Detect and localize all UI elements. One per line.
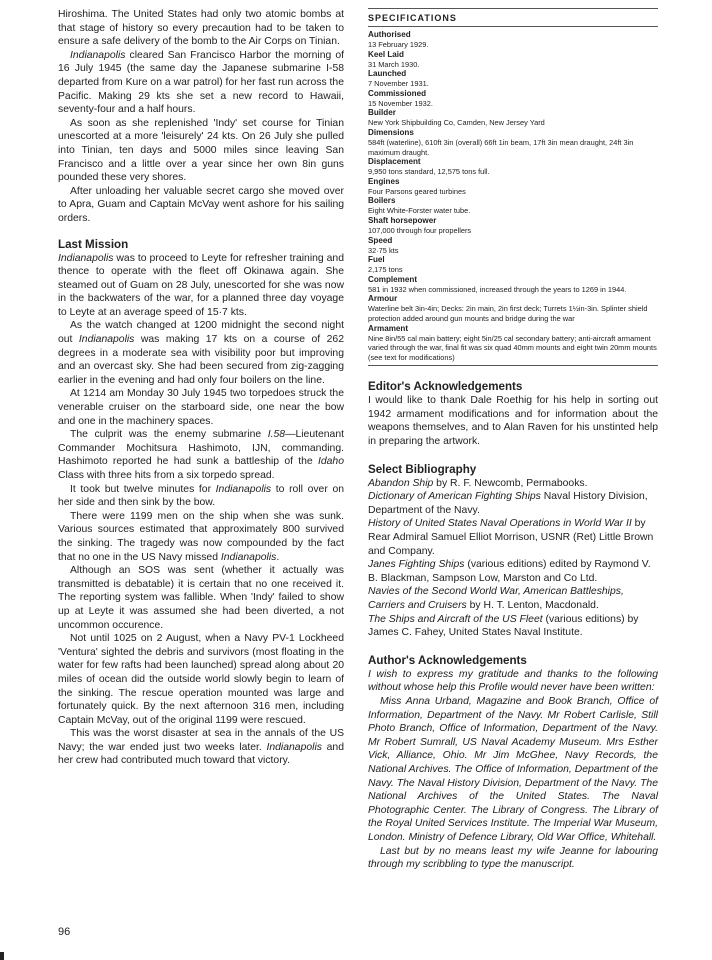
spec-value: New York Shipbuilding Co, Camden, New Jersey Yard — [368, 118, 545, 128]
spec-item — [368, 89, 658, 109]
bibliography-entry — [368, 585, 658, 612]
spec-label: Keel Laid — [368, 49, 404, 59]
spec-value: 2,175 tons — [368, 265, 403, 275]
section-heading-editors: Editor's Acknowledgements — [368, 380, 523, 394]
spec-label: Complement — [368, 274, 418, 284]
body-paragraph: At 1214 am Monday 30 July 1945 two torpedoes struck the venerable cruiser on the starboard side, one near the bow and one in the machinery spaces. — [58, 388, 344, 427]
bibliography-title: Dictionary of American Fighting Ships — [368, 491, 541, 503]
body-paragraph: Not until 1025 on 2 August, when a Navy PV-1 Lockheed 'Ventura' sighted the debris and survivors (most floating in the water for few rafts had been launched) spread along about 20 miles of ocean did the outside world slowly begin to learn of the sinking. The rescue operation mounted was large and fortunately quick. By the next afternoon 316 men, including Captain McVay, out of the original 1199 were rescued. — [58, 633, 344, 726]
spec-label: Commissioned — [368, 88, 427, 98]
spec-value: Waterline belt 3in-4in; Decks: 2in main, 2in first deck; Turrets 1½in-3in. Splinter shield protection added around gun mounts and bridge during the war — [368, 304, 648, 323]
spec-item — [368, 128, 658, 157]
section-heading-bibliography: Select Bibliography — [368, 462, 477, 476]
spec-item — [368, 157, 658, 177]
body-paragraph: It took but twelve minutes for Indianapolis to roll over on her side and then sink by the bow. — [58, 483, 344, 509]
ship-name: Indianapolis — [70, 49, 126, 61]
bibliography-entry — [368, 517, 658, 558]
bibliography-entry — [368, 477, 658, 491]
bibliography-entry — [368, 490, 658, 517]
bibliography-details: by H. T. Lenton, Macdonald. — [466, 600, 599, 611]
spec-label: Engines — [368, 176, 400, 186]
authors-intro: I wish to express my gratitude and thanks to the following without whose help this Profile would never have been written: — [368, 668, 658, 694]
bibliography-title: Abandon Ship — [368, 477, 434, 489]
bibliography-title: The Ships and Aircraft of the US Fleet — [368, 613, 543, 625]
bibliography-list — [368, 477, 658, 640]
spec-value: 13 February 1929. — [368, 40, 429, 49]
spec-label: Speed — [368, 235, 393, 245]
spec-item — [368, 196, 658, 216]
bibliography-title: Janes Fighting Ships — [368, 559, 465, 571]
spec-label: Displacement — [368, 157, 421, 167]
spec-item — [368, 324, 658, 363]
body-paragraph: Indianapolis was to proceed to Leyte for refresher training and thence to operate with the fleet off Okinawa again. She steamed out of Guam on 28 July, unescorted for she was now in the backwaters of the war, for a planned three day voyage to Leyte at an average speed of 15·7 kts. — [58, 252, 344, 318]
spec-value: Eight White-Forster water tube. — [368, 206, 471, 216]
bibliography-details: (various editions) edited by Raymond V. B. Blackman, Sampson Low, Marston and Co Ltd. — [368, 559, 651, 584]
editors-acknowledgements — [368, 380, 658, 448]
spec-label: Fuel — [368, 255, 385, 265]
page-number: 96 — [58, 926, 71, 938]
spec-item — [368, 30, 658, 50]
bibliography-details: Naval History Division, Department of the Navy. — [368, 491, 648, 516]
bibliography-title: Navies of the Second World War, American Battleships, Carriers and Cruisers — [368, 586, 624, 611]
spec-value: 107,000 through four propellers — [368, 225, 472, 235]
bibliography-details: by Rear Admiral Samuel Elliot Morrison, USNR (Ret) Little Brown and Company. — [368, 518, 654, 557]
spec-label: Shaft horsepower — [368, 215, 437, 225]
spec-item — [368, 255, 658, 275]
bibliography-details: by R. F. Newcomb, Permabooks. — [433, 477, 588, 489]
authors-acknowledgements — [368, 654, 658, 872]
spec-value: 32·75 kts — [368, 245, 399, 255]
spec-label: Authorised — [368, 30, 411, 39]
body-paragraph: As soon as she replenished 'Indy' set course for Tinian unescorted at a more 'leisurely' 24 kts. On 26 July she pulled into Tinian, ten days and 5000 miles since leaving San Francisco and a little over a year since her own 8in guns pounded these very shores. — [58, 117, 344, 184]
body-paragraph: Indianapolis cleared San Francisco Harbor the morning of 16 July 1945 (the same day the Japanese submarine I-58 departed from Kure on a war patrol) for her fast run across the Pacific. Making 29 kts she set a new record to Hawaii, seventy-four and a half hours. — [58, 49, 344, 116]
spec-label: Boilers — [368, 196, 396, 206]
spec-item — [368, 294, 658, 323]
spec-item — [368, 50, 658, 70]
body-paragraph: Although an SOS was sent (whether it actually was transmitted is debatable) it is certain that no one received it. The reporting system was fallible. When 'Indy' failed to show up at Leyte it was assumed she had been diverted, a not uncommon occurence. — [58, 565, 344, 631]
bibliography-entry — [368, 613, 658, 640]
bibliography-entry — [368, 558, 658, 585]
specifications-list — [368, 30, 658, 362]
specifications-title: SPECIFICATIONS — [368, 10, 658, 27]
spec-value: 581 in 1932 when commissioned, increased through the years to 1269 in 1944. — [368, 284, 627, 294]
spec-value: 584ft (waterline), 610ft 3in (overall) 66ft 1in beam, 17ft 3in mean draught, 24ft 3in maximum draught. — [368, 137, 634, 157]
body-paragraph: There were 1199 men on the ship when she was sunk. Various sources estimated that approximately 800 survived the sinking. The tragedy was now compounded by the fact that no one in the US Navy missed Indianapolis. — [58, 510, 344, 563]
bibliography-details: (various editions) by James C. Fahey, United States Naval Institute. — [368, 613, 639, 639]
spec-label: Builder — [368, 108, 396, 118]
section-heading-authors: Author's Acknowledgements — [368, 653, 527, 667]
spec-value: 31 March 1930. — [368, 59, 420, 69]
spec-item — [368, 108, 658, 128]
spec-value: 15 November 1932. — [368, 98, 433, 108]
body-paragraph: As the watch changed at 1200 midnight the second night out Indianapolis was making 17 kts on a course of 262 degrees in a moderate sea with visibility poor but improving and an overcast sky. She had been secured from zig-zagging earlier in the evening and had only four boilers on the line. — [58, 320, 344, 386]
spec-item — [368, 177, 658, 197]
section-heading-last-mission: Last Mission — [58, 237, 129, 251]
right-column — [368, 8, 658, 872]
spec-value: 9,950 tons standard, 12,575 tons full. — [368, 167, 490, 177]
authors-closing: Last but by no means least my wife Jeanne for labouring through my scribbling to type the manuscript. — [368, 845, 658, 871]
spec-value: Nine 8in/55 cal main battery; eight 5in/25 cal secondary battery; anti-aircraft armament varied through the war, final fit was six quad 40mm mounts and eight twin 20mm mounts (see text for modifications) — [368, 333, 657, 362]
body-paragraph: Hiroshima. The United States had only two atomic bombs at that stage of history so every precaution had to be taken to ensure a safe delivery of the bomb to the Air Corps on Tinian. — [58, 9, 344, 48]
spec-item — [368, 69, 658, 89]
spec-label: Dimensions — [368, 127, 414, 137]
spec-item — [368, 275, 658, 295]
authors-list: Miss Anna Urband, Magazine and Book Branch, Office of Information, Department of the Navy. Mr Robert Carlisle, Still Photo Branch, Office of Information, Department of the Navy. Mr Robert Sumrall, US Naval Academy Museum. Mrs Esther Vick, Alliance, Ohio. Mr Jim McGhee, Navy Records, the National Archives. The Office of Information, Department of the Navy. The Naval History Division, Department of the Navy. The National Archives of the United States. The Naval Photographic Center. The Library of Congress. The Library of the Royal United Services Institute. The Imperial War Museum, London. Ministry of Defence Library, Old War Office, Whitehall. — [368, 695, 658, 843]
spec-item — [368, 236, 658, 256]
body-paragraph: The culprit was the enemy submarine I.58—Lieutenant Commander Mochitsura Hashimoto, IJN, commanding. Hashimoto reported he had sunk a battleship of the Idaho Class with three hits from a six torpedo spread. — [58, 429, 344, 481]
body-paragraph: After unloading her valuable secret cargo she moved over to Apra, Guam and Captain McVay went ashore for his sailing orders. — [58, 185, 344, 224]
spec-item — [368, 216, 658, 236]
bibliography-title: History of United States Naval Operations in World War II — [368, 518, 632, 530]
editors-text: I would like to thank Dale Roethig for his help in sorting out 1942 armament modifications and for information about the weapons themselves, and to Alan Raven for his unstinted help in preparing the artwork. — [368, 395, 658, 448]
spec-label: Launched — [368, 69, 407, 79]
spec-value: Four Parsons geared turbines — [368, 186, 466, 196]
left-column — [58, 8, 344, 768]
spec-value: 7 November 1931. — [368, 79, 429, 89]
specifications-box — [368, 8, 658, 366]
select-bibliography — [368, 463, 658, 640]
spec-label: Armour — [368, 294, 398, 304]
edge-mark — [0, 952, 4, 960]
spec-label: Armament — [368, 323, 409, 333]
body-paragraph: This was the worst disaster at sea in the annals of the US Navy; the war ended just two weeks later. Indianapolis and her crew had contributed much toward that victory. — [58, 728, 344, 767]
